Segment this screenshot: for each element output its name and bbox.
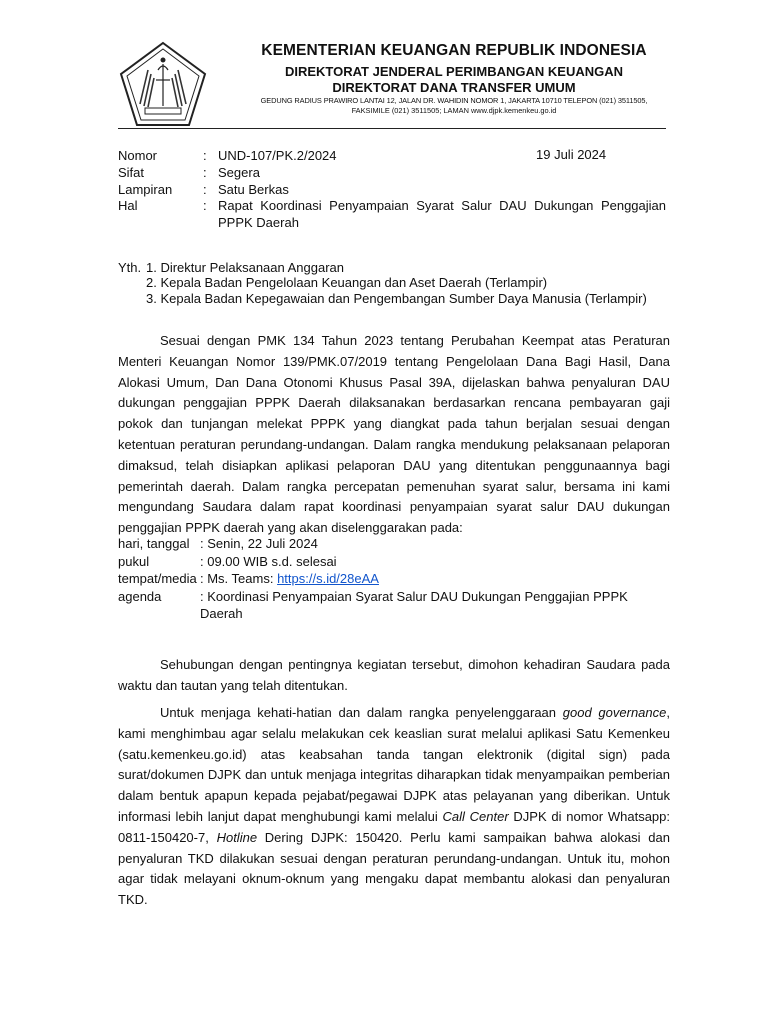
agenda-time-value: : 09.00 WIB s.d. selesai <box>200 554 337 569</box>
body-paragraph-3 <box>118 703 670 911</box>
ministry-title: KEMENTERIAN KEUANGAN REPUBLIK INDONESIA <box>261 42 647 59</box>
p3-text: Untuk menjaga kehati-hatian dan dalam rangka penyelenggaraan <box>160 705 563 720</box>
agenda-date-label: hari, tanggal <box>118 536 190 551</box>
header-divider <box>118 128 666 129</box>
recipient-prefix: Yth. <box>118 260 142 275</box>
agenda-place-value <box>200 570 670 587</box>
address-line-1: GEDUNG RADIUS PRAWIRO LANTAI 12, JALAN DR. WAHIDIN NOMOR 1, JAKARTA 10710 TELEPON (021) 3511505, <box>260 96 648 105</box>
body-paragraph-1: Sesuai dengan PMK 134 Tahun 2023 tentang Perubahan Keempat atas Peraturan Menteri Keuangan Nomor 139/PMK.07/2019 tentang Pengelolaan Dana Bagi Hasil, Dana Alokasi Umum, Dan Dana Otonomi Khusus Pasal 39A, dijelaskan bahwa penyaluran DAU dukungan penggajian PPPK Daerah dilaksanakan berdasarkan rencana pembayaran gaji pokok dan tunjangan melekat PPPK yang diangkat pada tahun berjalan sesuai dengan ketentuan peraturan perundang-undangan. Dalam rangka mendukung pelaksanaan pelaporan dimaksud, telah disiapkan aplikasi pelaporan DAU yang ditentukan penggunaannya bagi pemerintah daerah. Dalam rangka percepatan pemenuhan syarat salur, bersama ini kami mengundang Saudara dalam rapat koordinasi penyampaian syarat salur DAU dukungan penggajian PPPK daerah yang akan diselenggarakan pada: <box>118 333 670 536</box>
nomor-label: Nomor <box>118 148 158 163</box>
agenda-place-label: tempat/media <box>118 571 197 586</box>
hal-value: Rapat Koordinasi Penyampaian Syarat Salur DAU Dukungan Penggajian PPPK Daerah <box>218 198 666 230</box>
recipient-item: 2. Kepala Badan Pengelolaan Keuangan dan Aset Daerah (Terlampir) <box>146 275 548 290</box>
teams-meeting-link[interactable]: https://s.id/28eAA <box>277 571 379 586</box>
address-line-2: FAKSIMILE (021) 3511505; LAMAN www.djpk.kemenkeu.go.id <box>351 106 557 115</box>
hal-colon: : <box>203 198 207 213</box>
sifat-label: Sifat <box>118 165 145 180</box>
directorate-general-title: DIREKTORAT JENDERAL PERIMBANGAN KEUANGAN <box>284 64 624 79</box>
p3-text: DJPK di nomor Whatsapp: 0811-150420-7, <box>118 808 670 845</box>
sifat-value: Segera <box>218 165 260 180</box>
nomor-value: UND-107/PK.2/2024 <box>218 148 337 163</box>
p3-emphasis: Call Center <box>442 808 509 824</box>
p3-text: Dering DJPK: 150420. Perlu kami sampaikan bahwa alokasi dan penyaluran TKD dilakukan sesuai dengan peraturan perundang-undangan. Untuk itu, mohon agar tidak melayani oknum-oknum yang mengaku dapat membantu alokasi dan penyaluran TKD. <box>118 829 670 908</box>
p3-text: , kami menghimbau agar selalu melakukan cek keaslian surat melalui aplikasi Satu Kemenkeu (satu.kemenkeu.go.id) atas keabsahan tanda tangan elektronik (digital sign) pada surat/dokumen DJPK dan untuk menjaga integritas diharapkan tidak menyampaikan pemberian dalam bentuk apapun kepada pejabat/pegawai DJPK atas pelayanan yang diberikan. Untuk informasi lebih lanjut dapat menghubungi kami melalui <box>118 705 670 824</box>
agenda-date-value: : Senin, 22 Juli 2024 <box>200 536 318 551</box>
agenda-place-prefix: : Ms. Teams: <box>200 571 278 586</box>
kemenkeu-emblem-icon <box>118 40 208 130</box>
lampiran-colon: : <box>203 182 207 197</box>
directorate-title: DIREKTORAT DANA TRANSFER UMUM <box>332 80 576 95</box>
recipient-item: 1. Direktur Pelaksanaan Anggaran <box>146 260 345 275</box>
body-paragraph-2: Sehubungan dengan pentingnya kegiatan tersebut, dimohon kehadiran Saudara pada waktu dan tautan yang telah ditentukan. <box>118 657 670 693</box>
letter-date: 19 Juli 2024 <box>536 147 607 162</box>
agenda-topic-label: agenda <box>118 589 162 604</box>
lampiran-value: Satu Berkas <box>218 182 289 197</box>
p3-emphasis: good governance <box>562 705 667 720</box>
agenda-topic-value: : Koordinasi Penyampaian Syarat Salur DAU Dukungan Penggajian PPPK Daerah <box>200 589 628 621</box>
hal-label: Hal <box>118 198 138 213</box>
lampiran-label: Lampiran <box>118 182 173 197</box>
recipient-item: 3. Kepala Badan Kepegawaian dan Pengembangan Sumber Daya Manusia (Terlampir) <box>146 291 647 306</box>
agenda-time-label: pukul <box>118 554 150 569</box>
nomor-colon: : <box>203 148 207 163</box>
p3-emphasis: Hotline <box>216 829 258 845</box>
sifat-colon: : <box>203 165 207 180</box>
